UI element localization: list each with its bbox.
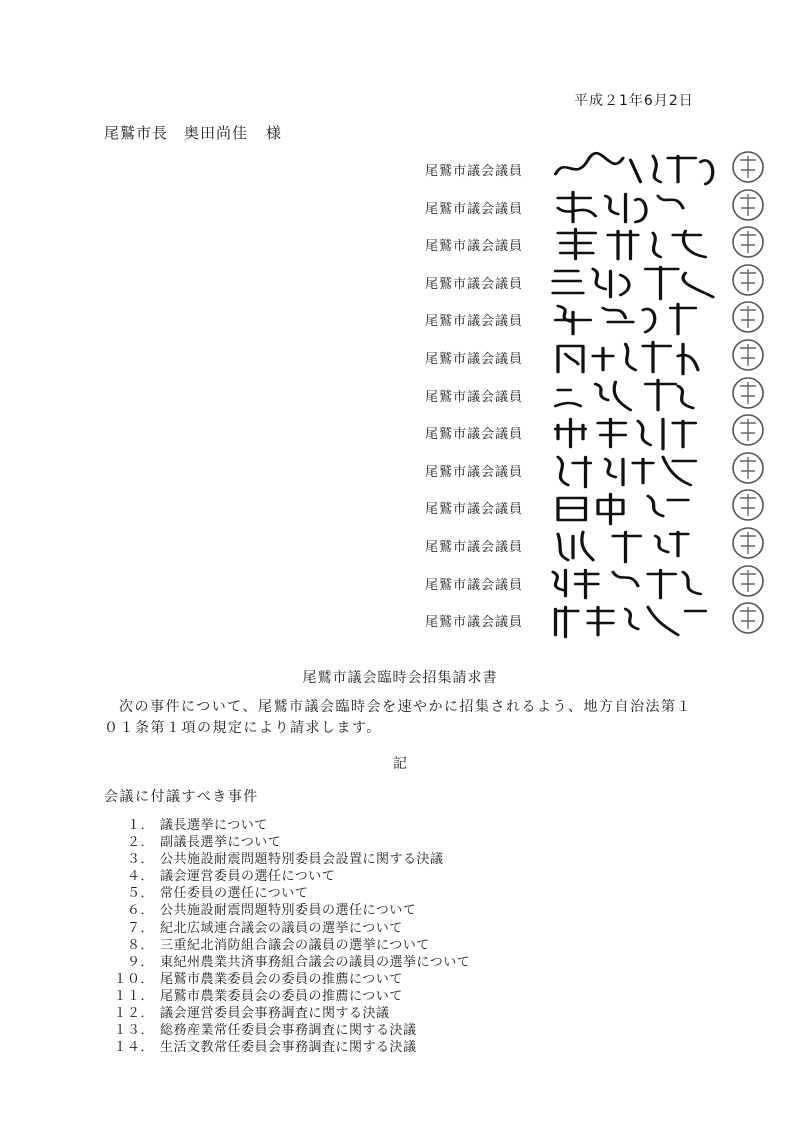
agenda-item-text: 総務産業常任委員会事務調査に関する決議 [160, 1023, 417, 1039]
agenda-item [100, 868, 470, 885]
agenda-item [100, 971, 470, 988]
signer-row [425, 526, 785, 564]
handwritten-signature [543, 184, 783, 226]
agenda-item-number: １３． [113, 1023, 154, 1039]
agenda-heading: 会議に付議すべき事件 [104, 789, 259, 805]
signer-role: 尾鷲市議会議員 [425, 351, 524, 367]
agenda-item-number: １０． [113, 971, 154, 987]
signer-row [425, 413, 785, 451]
signer-row [425, 263, 785, 301]
handwritten-signature [543, 296, 783, 338]
agenda-item-number: ８． [126, 937, 154, 953]
agenda-item-text: 議長選挙について [160, 818, 268, 833]
agenda-item-number: ６． [126, 903, 154, 919]
handwritten-signature [543, 597, 783, 639]
signer-role: 尾鷲市議会議員 [425, 314, 524, 330]
signer-row [425, 376, 785, 414]
signer-role: 尾鷲市議会議員 [425, 389, 524, 405]
agenda-item-text: 議会運営委員の選任について [160, 869, 336, 885]
agenda-item-text: 議会運営委員会事務調査に関する決議 [160, 1006, 390, 1022]
handwritten-signature [543, 447, 783, 489]
signer-role: 尾鷲市議会議員 [425, 239, 524, 255]
agenda-item-number: ７． [126, 920, 154, 936]
signer-row [425, 564, 785, 602]
agenda-item [100, 954, 470, 971]
agenda-item-number: ３． [126, 852, 154, 868]
agenda-item-text: 紀北広域連合議会の議員の選挙について [160, 920, 403, 936]
agenda-item-number: １． [126, 818, 154, 833]
agenda-item-text: 公共施設耐震問題特別委員の選任について [160, 903, 417, 919]
signer-row [425, 300, 785, 338]
agenda-item-text: 公共施設耐震問題特別委員会設置に関する決議 [160, 852, 444, 868]
handwritten-signature [543, 146, 783, 188]
agenda-item-number: １４． [113, 1040, 154, 1056]
agenda-list [100, 817, 470, 1056]
handwritten-signature [543, 259, 783, 301]
handwritten-signature [543, 409, 783, 451]
agenda-item [100, 851, 470, 868]
agenda-item [100, 817, 470, 834]
signer-row [425, 225, 785, 263]
agenda-item-text: 三重紀北消防組合議会の議員の選挙について [160, 937, 430, 953]
signer-role: 尾鷲市議会議員 [425, 615, 524, 631]
signer-role: 尾鷲市議会議員 [425, 201, 524, 217]
agenda-item-number: ９． [126, 954, 154, 970]
request-text: 次の事件について、尾鷲市議会臨時会を速やかに招集されるよう、地方自治法第１０１条第１項の規定により請求します。 [104, 699, 692, 736]
agenda-item [100, 920, 470, 937]
agenda-item-number: ４． [126, 869, 154, 885]
addressee [104, 122, 282, 143]
signer-row [425, 488, 785, 526]
signer-role: 尾鷲市議会議員 [425, 164, 524, 179]
signer-row [425, 338, 785, 376]
agenda-item [100, 988, 470, 1005]
agenda-item [100, 937, 470, 954]
addressee-name: 尾鷲市長 奥田尚佳 [104, 124, 249, 142]
agenda-item-text: 生活文教常任委員会事務調査に関する決議 [160, 1040, 417, 1056]
agenda-item-text: 東紀州農業共済事務組合議会の議員の選挙について [160, 954, 471, 970]
agenda-item-text: 尾鷲市農業委員会の委員の推薦について [160, 971, 403, 987]
agenda-item [100, 1039, 470, 1056]
agenda-item-text: 常任委員の選任について [160, 886, 309, 902]
handwritten-signature [543, 372, 783, 414]
signer-role: 尾鷲市議会議員 [425, 539, 524, 555]
handwritten-signature [543, 221, 783, 263]
document-title: 尾鷲市議会臨時会招集請求書 [302, 670, 498, 686]
handwritten-signature [543, 484, 783, 526]
signer-role: 尾鷲市議会議員 [425, 464, 524, 480]
handwritten-signature [543, 334, 783, 376]
agenda-item-text: 副議長選挙について [160, 835, 282, 851]
signer-row [425, 601, 785, 639]
agenda-item-number: １２． [113, 1006, 154, 1022]
document-date: 平成２1年6月2日 [574, 93, 694, 109]
agenda-item [100, 1022, 470, 1039]
addressee-honorific: 様 [266, 124, 283, 142]
signer-role: 尾鷲市議会議員 [425, 427, 524, 443]
agenda-item [100, 902, 470, 919]
signer-row [425, 188, 785, 226]
signer-row [425, 451, 785, 489]
agenda-item-number: ５． [126, 886, 154, 902]
signer-role: 尾鷲市議会議員 [425, 577, 524, 593]
agenda-item-number: ２． [126, 835, 154, 851]
agenda-item-text: 尾鷲市農業委員会の委員の推薦について [160, 988, 403, 1004]
handwritten-signature [543, 522, 783, 564]
signer-row [425, 150, 785, 188]
agenda-item [100, 1005, 470, 1022]
agenda-item-number: １１． [113, 988, 154, 1004]
ki-marker: 記 [393, 756, 407, 772]
agenda-item [100, 834, 470, 851]
signer-list [425, 150, 785, 639]
handwritten-signature [543, 560, 783, 602]
signer-role: 尾鷲市議会議員 [425, 502, 524, 518]
agenda-item [100, 885, 470, 902]
signer-role: 尾鷲市議会議員 [425, 276, 524, 292]
